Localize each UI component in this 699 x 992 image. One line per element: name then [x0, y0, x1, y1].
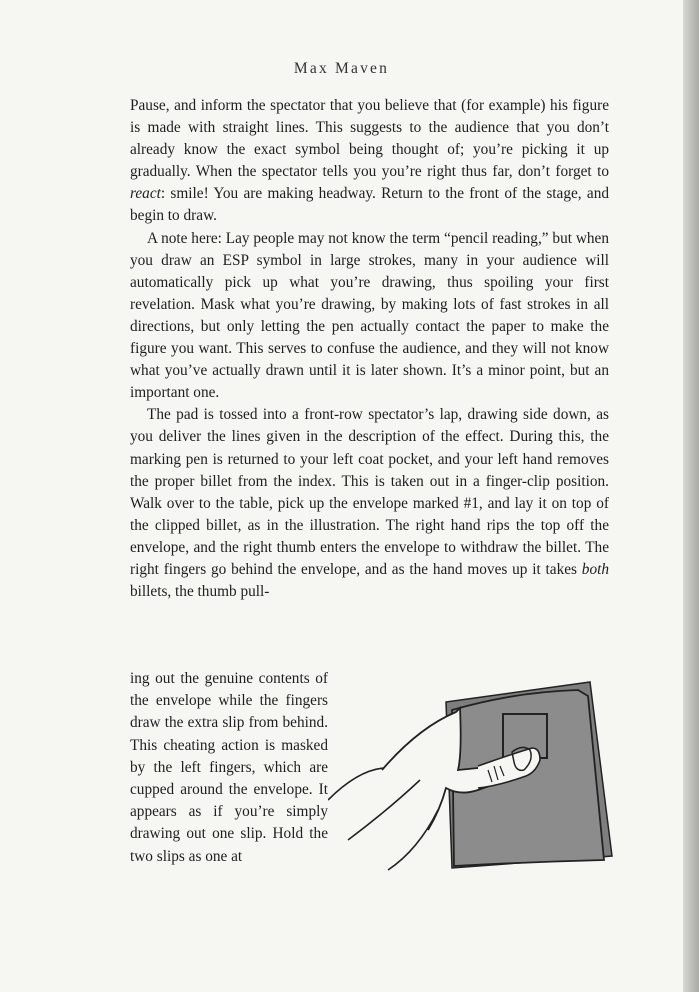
text-run: The pad is tossed into a front-row spectator’s lap, drawing side down, as you deliver the lines given in the description of the effect. During this, the marking pen is returned to your left coat pocket, and your left hand removes the proper billet from the index. This is taken out in a finger-clip position. Walk over to the table, pick up the envelope marked #1, and lay it on top of the clipped billet, as in the illustration. The right hand rips the top off the envelope, and the right thumb enters the envelope to withdraw the billet. The right fingers go behind the envelope, and as the hand moves up it takes [130, 406, 609, 578]
paragraph-note: A note here: Lay people may not know the term “pencil reading,” but when you draw an ESP symbol in large strokes, many in your audience will automatically pick up what you’re drawing, thus spoiling your first revelation. Mask what you’re drawing, by making lots of fast strokes in all directions, but only letting the pen actually contact the paper to make the figure you want. This serves to confuse the audience, and they will not know what you’ve actually drawn until it is later shown. It’s a minor point, but an important one. [130, 229, 609, 402]
hand-holding-envelope-illustration [328, 670, 618, 880]
paragraph-pad [130, 404, 609, 603]
wrist-line [328, 768, 384, 800]
text-run: : smile! You are making headway. Return to the front of the stage, and begin to draw. [130, 185, 609, 225]
wrist-line-lower [348, 780, 420, 840]
page-gutter-shadow [683, 0, 699, 992]
text-run: Pause, and inform the spectator that you believe that (for example) his figure is made with straight lines. This suggests to the audience that you don’t already know the exact symbol being thought of; you’re picking it up gradually. When the spectator tells you you’re right thus far, don’t forget to [130, 97, 609, 181]
paragraph-pause [130, 95, 609, 228]
italic-word: both [581, 560, 609, 578]
wrapped-paragraph: ing out the genuine contents of the envelope while the fingers draw the extra slip from behind. This cheating action is masked by the left fingers, which are cupped around the envelope. It appears as if you’re simply drawing out one slip. Hold the two slips as one at [130, 670, 328, 865]
text-run: billets, the thumb pull- [130, 583, 270, 601]
italic-word: react [130, 185, 161, 203]
running-head: Max Maven [293, 60, 390, 77]
main-text [130, 95, 609, 603]
